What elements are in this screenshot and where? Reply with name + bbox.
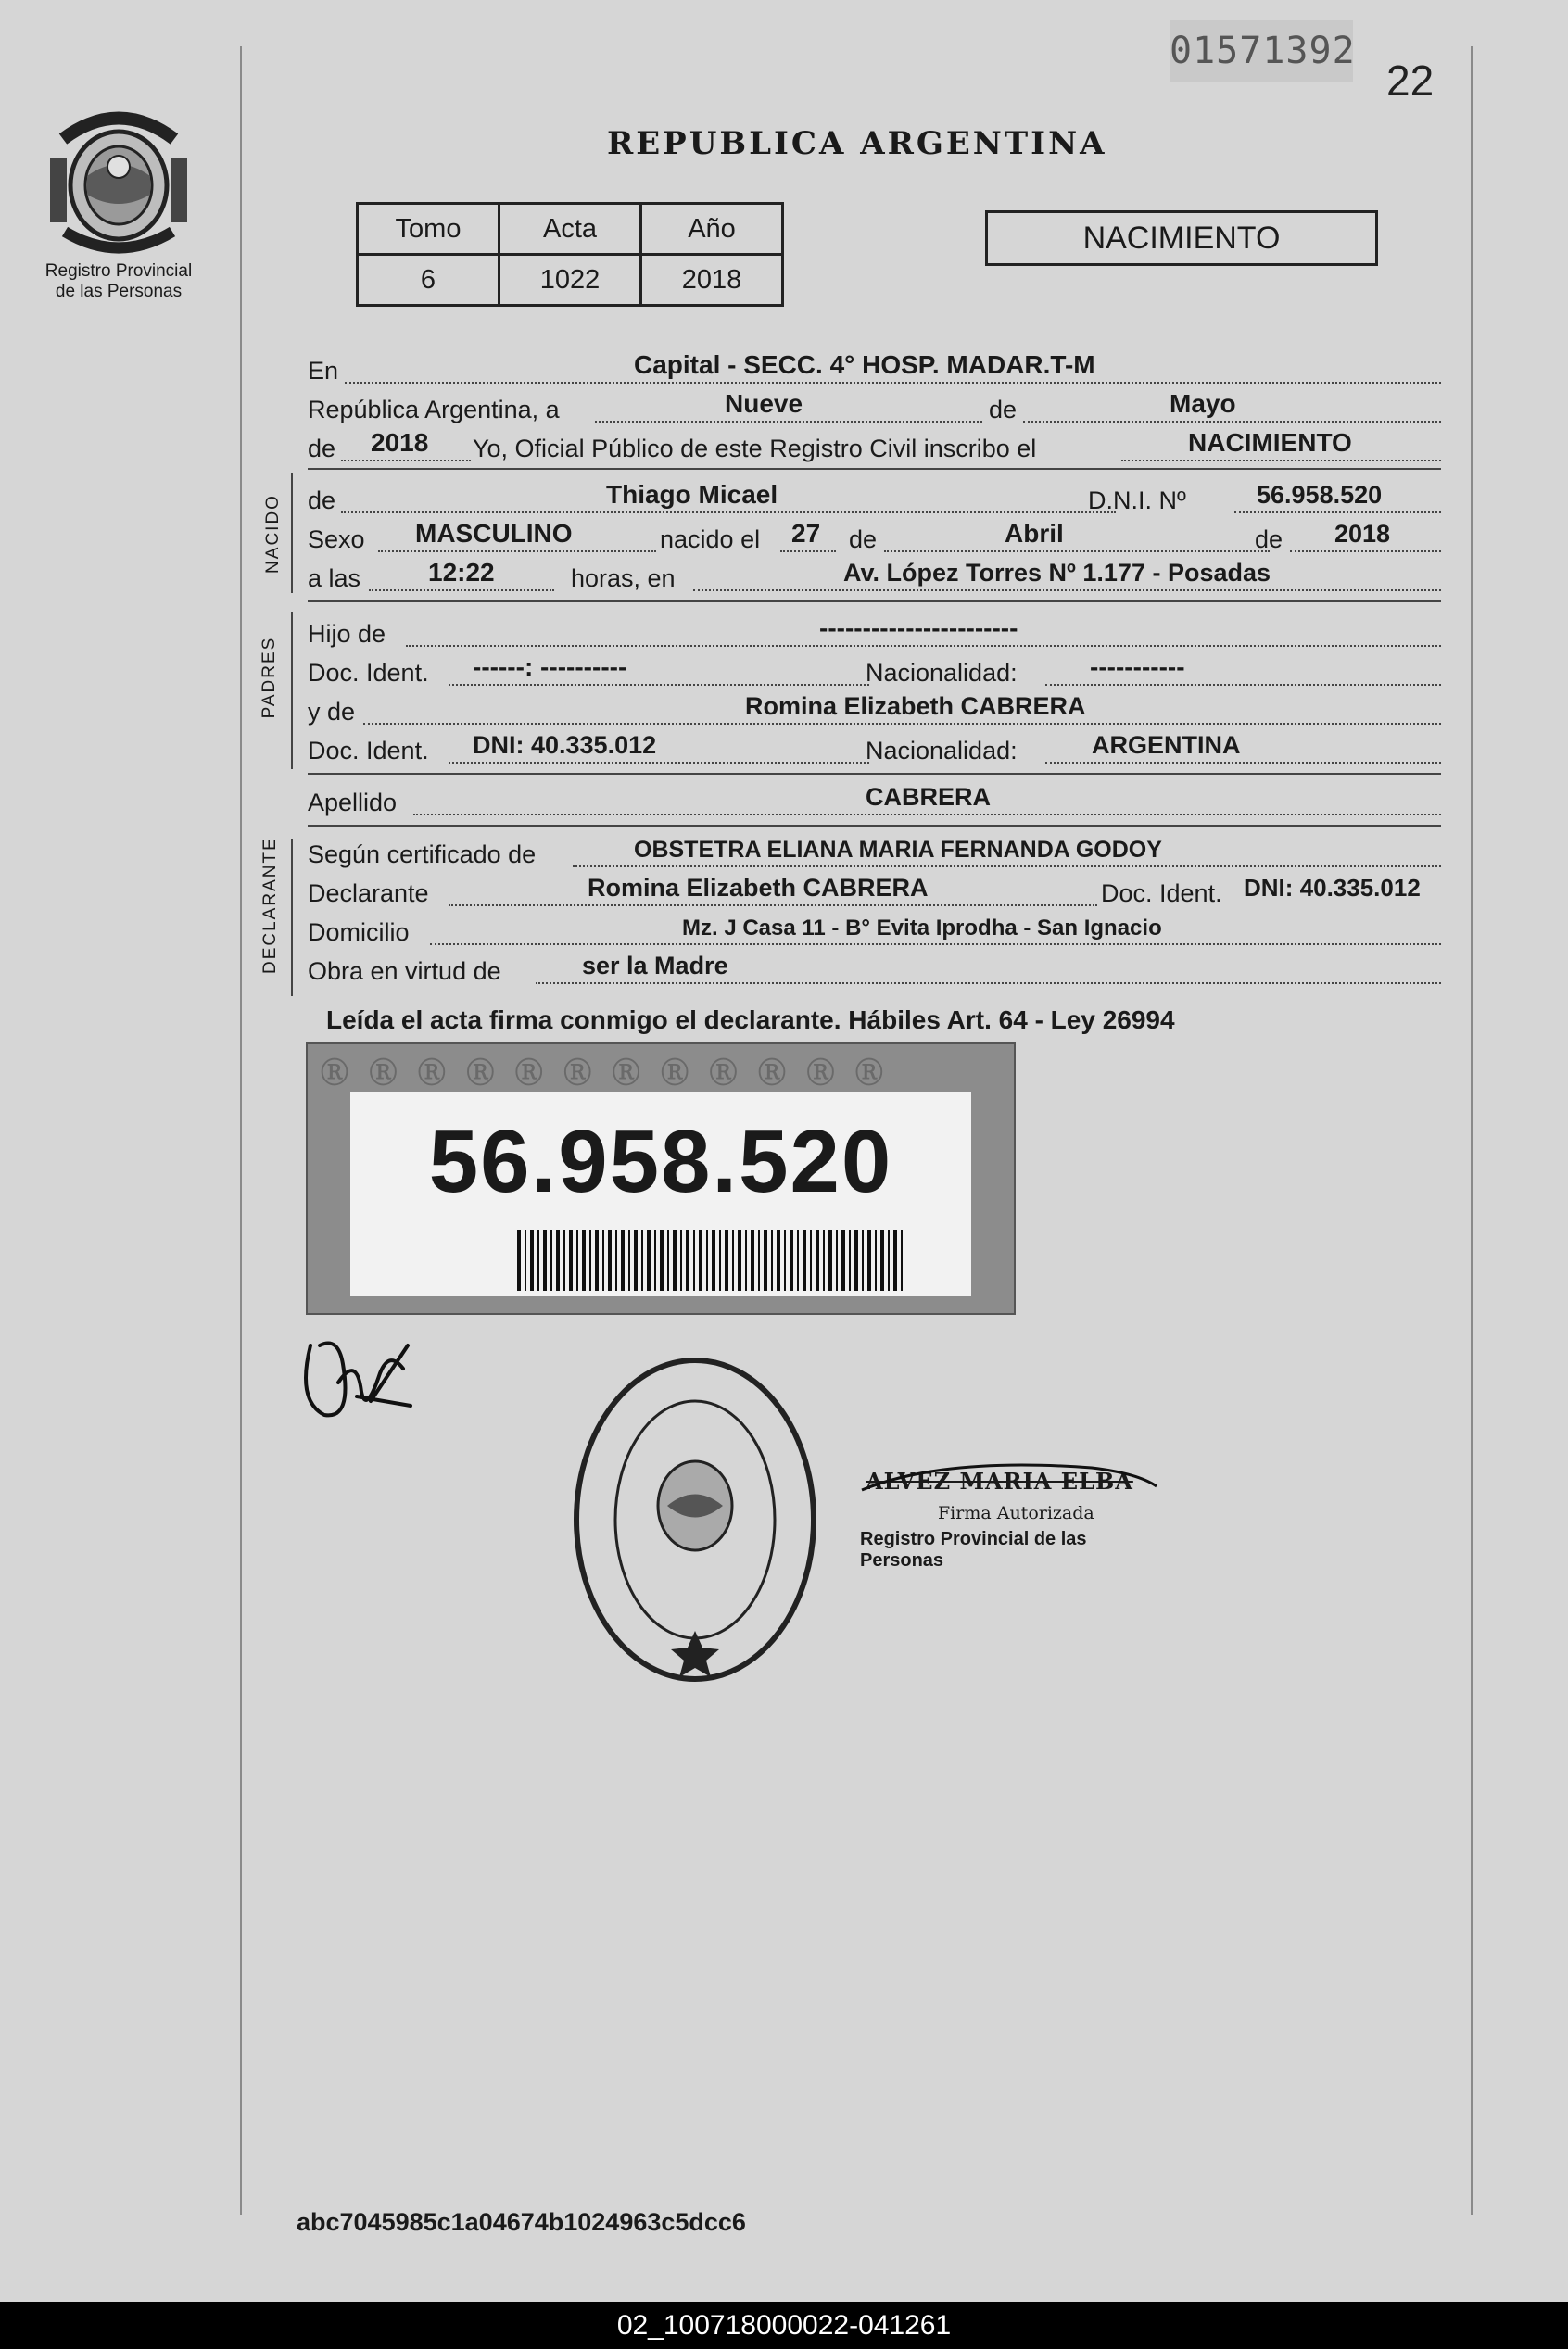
side-label-padres: PADRES [259,636,279,719]
hora-value: 12:22 [428,558,495,587]
dotted-line [1045,684,1441,686]
alas-label: a las [308,564,361,592]
record-table [356,202,784,307]
horas-label: horas, en [571,564,676,592]
record-type-box: NACIMIENTO [985,210,1378,266]
dotted-line [1045,762,1441,764]
logo-label-line1: Registro Provincial [44,261,193,281]
de-label: de [849,525,878,553]
record-table-header: Año [641,204,783,255]
record-table-header: Tomo [358,204,499,255]
certificado-value: OBSTETRA ELIANA MARIA FERNANDA GODOY [634,837,1162,863]
record-table-header: Acta [499,204,641,255]
closing-statement: Leída el acta firma conmigo el declarante. Hábiles Art. 64 - Ley 26994 [326,1005,1175,1034]
document-hash: abc7045985c1a04674b1024963c5dcc6 [297,2208,746,2236]
signature-scribble [860,1462,1166,1503]
apellido-value: CABRERA [866,783,991,811]
dotted-line [430,943,1441,945]
row-en [308,352,1441,387]
padre-doc: ------: ---------- [473,652,627,681]
anio-value: 2018 [371,428,429,457]
dia-value: Nueve [725,389,803,418]
declarante-doc: DNI: 40.335.012 [1244,874,1421,902]
dotted-line [341,511,1116,513]
obra-label: Obra en virtud de [308,957,501,985]
republica-label: República Argentina, a [308,396,560,423]
sexo-label: Sexo [308,525,365,553]
page-number: 22 [1386,57,1435,105]
nacido-anio: 2018 [1334,520,1391,548]
row-madre [308,693,1441,728]
row-declarante [308,875,1441,910]
section-bracket [291,612,293,769]
section-divider [308,600,1441,602]
dotted-line [780,550,836,552]
dotted-line [693,589,1441,591]
row-obra [308,953,1441,988]
child-name: Thiago Micael [606,480,778,509]
dotted-line [378,550,656,552]
inscribo-value: NACIMIENTO [1188,428,1352,457]
child-dni: 56.958.520 [1257,481,1383,509]
nacido-mes: Abril [1005,519,1064,548]
en-label: En [308,357,339,385]
stamp-inner [350,1092,971,1296]
barcode [517,1230,906,1291]
dotted-line [369,589,554,591]
dotted-line [345,382,1441,384]
side-label-declarante: DECLARANTE [260,837,280,974]
province-logo [44,102,193,255]
hijo-label: Hijo de [308,620,386,648]
nacido-label: nacido el [660,525,761,553]
de-label: de [1255,525,1283,553]
de-label: de [989,396,1018,423]
signature-role: Firma Autorizada [938,1503,1094,1523]
dotted-line [1121,460,1441,461]
madre-doc: DNI: 40.335.012 [473,731,657,759]
id-stamp [306,1042,1016,1315]
section-bracket [291,473,293,593]
handwritten-initials [301,1327,412,1429]
lugar-value: Av. López Torres Nº 1.177 - Posadas [843,559,1271,587]
apellido-label: Apellido [308,789,398,816]
dotted-line [536,982,1441,984]
nacionalidad-label: Nacionalidad: [866,659,1018,687]
padre-nacionalidad: ----------- [1090,652,1185,681]
footer-code: 02_100718000022-041261 [0,2302,1568,2349]
dotted-line [884,550,1270,552]
id-number: 56.958.520 [428,1112,893,1211]
section-divider [308,825,1441,827]
row-sexo [308,521,1441,556]
certificado-label: Según certificado de [308,840,537,868]
place-value: Capital - SECC. 4° HOSP. MADAR.T-M [634,350,1095,379]
doc-label: Doc. Ident. [308,737,429,764]
anio-value: 2018 [641,255,783,306]
dotted-line [413,814,1441,815]
dotted-line [406,645,1441,647]
side-label-nacido: NACIDO [263,494,283,574]
de-label: de [308,486,336,514]
nacido-dia: 27 [791,519,821,548]
row-apellido [308,784,1441,819]
row-padre-doc [308,654,1441,689]
signature-name: ALVEZ MARIA ELBA [866,1468,1133,1495]
madre-name: Romina Elizabeth CABRERA [745,692,1086,720]
row-hijo [308,615,1441,650]
dotted-line [341,460,471,461]
yo-text: Yo, Oficial Público de este Registro Civil inscribo el [473,435,1037,462]
yde-label: y de [308,698,356,726]
nacionalidad-label: Nacionalidad: [866,737,1018,764]
domicilio-label: Domicilio [308,918,410,946]
right-margin-line [1471,46,1473,2215]
dotted-line [1290,550,1441,552]
acta-value: 1022 [499,255,641,306]
domicilio-value: Mz. J Casa 11 - B° Evita Iprodha - San Ignacio [682,916,1162,941]
row-hora [308,560,1441,595]
obra-value: ser la Madre [582,952,728,979]
doc-label: Doc. Ident. [308,659,429,687]
doc-label: Doc. Ident. [1101,879,1222,907]
section-divider [308,773,1441,775]
row-certificado [308,836,1441,871]
declarante-label: Declarante [308,879,429,907]
logo-label [26,261,211,302]
document-title: REPUBLICA ARGENTINA [607,125,1107,162]
de-label: de [308,435,336,462]
signature-block [860,1462,1166,1572]
serial-number: 01571392 [1170,20,1353,82]
dotted-line [1234,511,1441,513]
section-divider [308,468,1441,470]
signature-office: Registro Provincial de las Personas [860,1529,1087,1571]
official-seal [570,1353,820,1686]
row-madre-doc [308,732,1441,767]
section-bracket [291,839,293,996]
sexo-value: MASCULINO [415,519,573,548]
dotted-line [363,723,1441,725]
dotted-line [449,684,869,686]
row-fecha [308,391,1441,426]
dotted-line [573,865,1441,867]
left-margin-line [240,46,242,2215]
madre-nacionalidad: ARGENTINA [1092,731,1241,759]
dni-label: D.N.I. Nº [1088,486,1186,514]
stamp-pattern: Ⓡ Ⓡ Ⓡ Ⓡ Ⓡ Ⓡ Ⓡ Ⓡ Ⓡ Ⓡ Ⓡ Ⓡ [321,1057,889,1090]
row-nombre [308,482,1441,517]
dotted-line [449,762,869,764]
dotted-line [595,421,982,423]
declarante-name: Romina Elizabeth CABRERA [588,874,929,902]
mes-value: Mayo [1170,389,1236,418]
row-inscribo [308,430,1441,465]
tomo-value: 6 [358,255,499,306]
padre-name: ----------------------- [819,613,1018,642]
logo-label-line2: de las Personas [55,282,183,301]
dotted-line [1023,421,1441,423]
row-domicilio [308,914,1441,949]
dotted-line [449,904,1097,906]
